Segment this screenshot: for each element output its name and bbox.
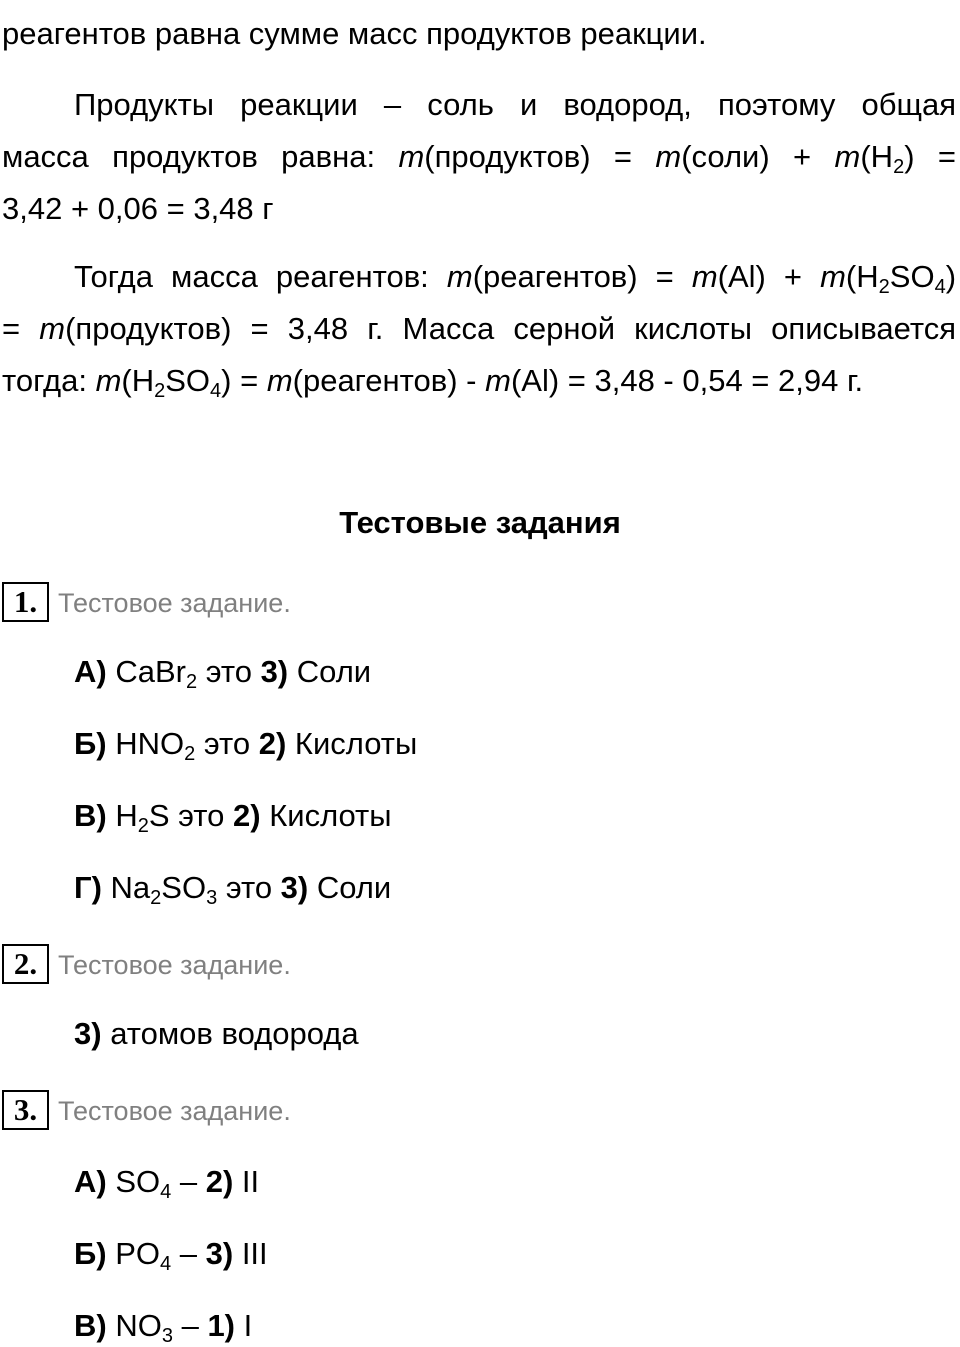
answer-text: Кислоты — [286, 726, 418, 761]
text-line — [2, 137, 956, 177]
text-line — [74, 257, 956, 297]
text-line — [2, 361, 863, 401]
text: это — [195, 726, 259, 761]
subscript: 2 — [893, 156, 905, 178]
task-label: Тестовое задание. — [58, 588, 291, 618]
answer-letter: Г) — [74, 870, 102, 905]
subscript: 2 — [878, 276, 890, 298]
text: SO — [165, 363, 211, 398]
answer-text: атомов водорода — [101, 1016, 359, 1051]
answer-key: 2) — [258, 726, 287, 761]
answer-letter: А) — [74, 1164, 107, 1199]
answer-key: 3) — [74, 1016, 102, 1051]
text: = — [2, 311, 40, 346]
text: реагентов равна сумме масс продуктов реакции. — [2, 16, 707, 51]
section-heading: Тестовые задания — [339, 505, 621, 540]
variable-m: m — [446, 259, 473, 294]
text: (H — [121, 363, 155, 398]
formula: PO — [115, 1236, 161, 1271]
text: (H — [845, 259, 879, 294]
task-number-box: 1. — [2, 582, 49, 622]
formula: CaBr — [115, 654, 186, 689]
text: это — [169, 798, 233, 833]
subscript: 3 — [206, 887, 218, 909]
answer-letter: В) — [74, 798, 107, 833]
task-label: Тестовое задание. — [58, 1096, 291, 1126]
subscript: 4 — [160, 1181, 172, 1203]
text: тогда: — [2, 363, 96, 398]
text: (соли) + — [681, 139, 835, 174]
answer-text: I — [235, 1308, 253, 1343]
variable-m: m — [485, 363, 511, 398]
text: это — [197, 654, 261, 689]
answer-key: 2) — [205, 1164, 234, 1199]
answer-line — [74, 1162, 259, 1202]
text-line — [74, 85, 956, 125]
task-number-box: 3. — [2, 1090, 49, 1130]
answer-text: II — [233, 1164, 260, 1199]
subscript: 4 — [210, 380, 222, 402]
formula: Na — [110, 870, 151, 905]
text: ) — [945, 259, 957, 294]
variable-m: m — [655, 139, 682, 174]
answer-text: III — [233, 1236, 268, 1271]
answer-key: 1) — [207, 1308, 236, 1343]
text: (реагентов) = — [472, 259, 692, 294]
subscript: 3 — [161, 1325, 173, 1347]
answer-line — [74, 652, 371, 692]
subscript: 4 — [160, 1253, 172, 1275]
subscript: 2 — [150, 887, 162, 909]
answer-letter: Б) — [74, 1236, 107, 1271]
formula: NO — [115, 1308, 162, 1343]
subscript: 2 — [137, 815, 149, 837]
variable-m: m — [398, 139, 425, 174]
formula: S — [148, 798, 170, 833]
variable-m: m — [820, 259, 846, 294]
task-number-box: 2. — [2, 944, 49, 984]
text: – — [172, 1308, 208, 1343]
text: 3,42 + 0,06 = 3,48 г — [2, 191, 274, 226]
text: – — [171, 1236, 206, 1271]
answer-letter: В) — [74, 1308, 107, 1343]
variable-m: m — [266, 363, 293, 398]
answer-key: 3) — [280, 870, 309, 905]
answer-text: Кислоты — [260, 798, 392, 833]
answer-line — [74, 796, 392, 836]
subscript: 2 — [154, 380, 166, 402]
answer-line — [74, 1306, 252, 1346]
formula: SO — [161, 870, 207, 905]
answer-line — [74, 1234, 268, 1274]
text: Продукты реакции – соль и водород, поэтому общая — [74, 87, 956, 122]
text: (Al) = 3,48 - 0,54 = 2,94 г. — [510, 363, 864, 398]
subscript: 2 — [184, 743, 196, 765]
text-line — [2, 189, 274, 229]
text: SO — [889, 259, 935, 294]
text: Тогда масса реагентов: — [74, 259, 447, 294]
text: (H — [860, 139, 894, 174]
text: (продуктов) = — [424, 139, 656, 174]
formula: H — [115, 798, 138, 833]
subscript: 4 — [934, 276, 946, 298]
variable-m: m — [95, 363, 122, 398]
variable-m: m — [691, 259, 718, 294]
text: масса продуктов равна: — [2, 139, 399, 174]
answer-letter: Б) — [74, 726, 107, 761]
text-line — [2, 309, 956, 349]
answer-key: 2) — [233, 798, 261, 833]
text: это — [217, 870, 281, 905]
answer-text: Соли — [308, 870, 392, 905]
variable-m: m — [834, 139, 861, 174]
answer-letter: А) — [74, 654, 107, 689]
subscript: 2 — [185, 671, 198, 693]
answer-key: 3) — [205, 1236, 234, 1271]
text: – — [171, 1164, 206, 1199]
text: ) = — [221, 363, 267, 398]
text: ) = — [904, 139, 956, 174]
answer-line — [74, 724, 417, 764]
answer-line — [74, 868, 391, 908]
text-line — [2, 14, 707, 54]
text: (реагентов) - — [292, 363, 486, 398]
answer-line — [74, 1014, 359, 1054]
formula: SO — [115, 1164, 161, 1199]
answer-key: 3) — [260, 654, 289, 689]
formula: HNO — [115, 726, 185, 761]
task-label: Тестовое задание. — [58, 950, 291, 980]
variable-m: m — [39, 311, 66, 346]
answer-text: Соли — [288, 654, 372, 689]
text: (Al) + — [717, 259, 821, 294]
text: (продуктов) = 3,48 г. Масса серной кислоты описывается — [65, 311, 957, 346]
